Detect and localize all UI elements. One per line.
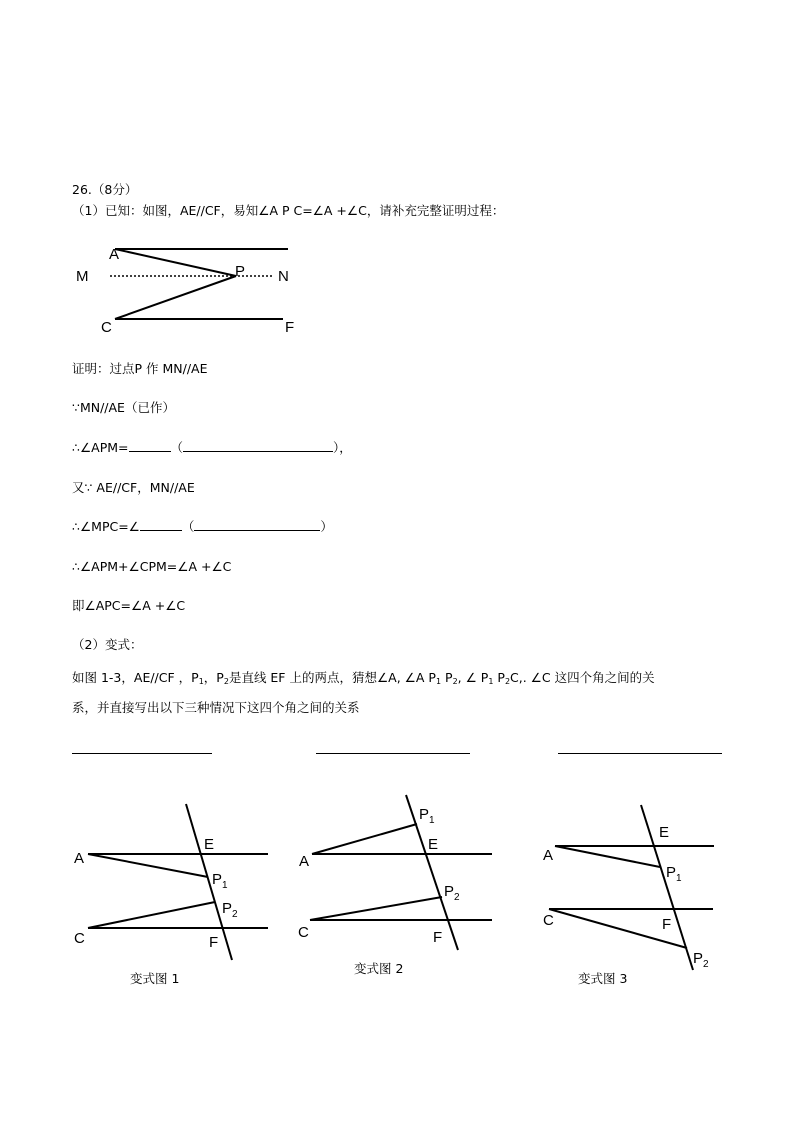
main-figure — [110, 249, 288, 319]
proof-step-5-open: （ — [181, 519, 195, 534]
sub-2a: 2 — [223, 677, 229, 686]
sub-2c: 2 — [504, 677, 511, 686]
v2-segment-cp2 — [310, 897, 442, 920]
label-n: N — [278, 268, 289, 285]
part2-text-line2: 系，并直接写出以下三种情况下这四个角之间的关系 — [72, 700, 360, 715]
v3-label-a: A — [543, 847, 554, 864]
segment-ap — [115, 249, 236, 276]
v2-segment-ap1 — [312, 824, 417, 854]
label-c: C — [101, 319, 112, 336]
proof-step-1: 证明：过点P 作 MN//AE — [72, 361, 208, 376]
v1-label-e: E — [204, 836, 215, 853]
v3-label-p1: $P_1$ — [666, 864, 682, 884]
v3-label-e: E — [659, 824, 670, 841]
proof-step-3-close: ）， — [333, 440, 352, 455]
label-m: M — [76, 268, 89, 285]
proof-step-3-open: （ — [170, 440, 184, 455]
v3-label-p2: $P_2$ — [693, 950, 709, 970]
v1-label-p2: $P_2$ — [222, 900, 238, 920]
v1-label-a: A — [74, 850, 85, 867]
variant-3-figure — [549, 805, 714, 970]
v2-label-f: F — [433, 929, 443, 946]
v1-label-p1: $P_1$ — [212, 871, 228, 891]
sub-1c: 1 — [488, 677, 494, 686]
v3-caption: 变式图 3 — [578, 971, 628, 986]
part2-seg-g: C,. ∠C 这四个角之间的关 — [510, 670, 655, 685]
v1-segment-ap1 — [88, 854, 208, 877]
label-a: A — [109, 246, 120, 263]
v2-label-c: C — [298, 924, 309, 941]
v2-label-p2: $P_2$ — [444, 883, 460, 903]
v2-caption: 变式图 2 — [354, 961, 404, 976]
v1-caption: 变式图 1 — [130, 971, 180, 986]
sub-1b: 1 — [435, 677, 442, 686]
v3-label-f: F — [662, 916, 672, 933]
part1-prompt: （1）已知：如图，AE//CF，易知∠A P C=∠A +∠C，请补充完整证明过程： — [72, 203, 505, 218]
label-f: F — [285, 319, 295, 336]
v2-label-e: E — [428, 836, 439, 853]
part2-seg-b: ，P — [203, 670, 224, 685]
part2-seg-c: 是直线 EF 上的两点，猜想∠A, ∠A P — [228, 670, 436, 685]
proof-step-6: ∴∠APM+∠CPM=∠A +∠C — [72, 559, 232, 574]
proof-step-3-lead: ∴∠APM= — [72, 440, 129, 455]
part2-title: （2）变式： — [72, 637, 143, 652]
part2-seg-a: 如图 1-3，AE//CF ，P — [72, 670, 199, 685]
problem-header: 26.（8分） — [72, 182, 138, 197]
segment-pc — [115, 276, 236, 319]
variant-1-figure — [88, 804, 268, 960]
label-p: P — [235, 263, 246, 280]
v3-label-c: C — [543, 912, 554, 929]
v2-label-p1: $P_1$ — [419, 806, 435, 826]
variant-2-figure — [310, 795, 492, 950]
v1-segment-cp2 — [88, 902, 215, 928]
sub-2b: 2 — [452, 677, 458, 686]
proof-step-2: ∵MN//AE（已作） — [72, 400, 175, 415]
v2-label-a: A — [299, 853, 310, 870]
proof-step-5-close: ） — [320, 519, 333, 534]
proof-step-4: 又∵ AE//CF，MN//AE — [72, 480, 195, 495]
v1-label-f: F — [209, 934, 219, 951]
proof-step-7: 即∠APC=∠A +∠C — [72, 598, 186, 613]
part2-seg-e: , ∠ P — [457, 670, 489, 685]
part2-seg-d: P — [441, 670, 453, 685]
part2-seg-f: P — [493, 670, 505, 685]
v1-label-c: C — [74, 930, 85, 947]
proof-step-5-lead: ∴∠MPC=∠ — [72, 519, 140, 534]
sub-1a: 1 — [198, 677, 204, 686]
v3-segment-ap1 — [555, 846, 660, 867]
